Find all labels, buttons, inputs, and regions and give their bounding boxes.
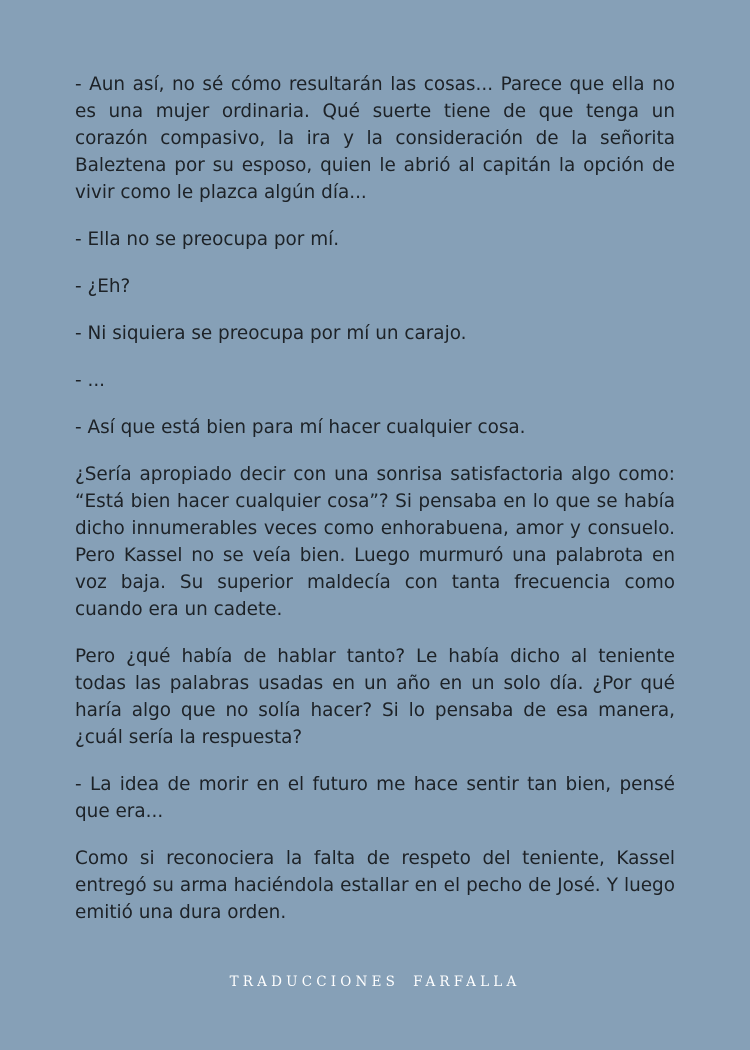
footer-word-2: FARFALLA [413, 974, 521, 990]
paragraph-5: - ... [75, 370, 106, 391]
paragraph-10: Como si reconociera la falta de respeto del teniente, Kassel entregó su arma haciéndola estallar en el pecho de José. Y luego emitió una dura orden. [75, 848, 675, 923]
paragraph-1: - Aun así, no sé cómo resultarán las cosas... Parece que ella no es una mujer ordinaria. Qué suerte tiene de que tenga un corazón compasivo, la ira y la consideración de la señorita Baleztena por su esposo, quien le abrió al capitán la opción de vivir como le plazca algún día... [75, 74, 675, 203]
paragraph-8: Pero ¿qué había de hablar tanto? Le había dicho al teniente todas las palabras usadas en un año en un solo día. ¿Por qué haría algo que no solía hacer? Si lo pensaba de esa manera, ¿cuál sería la respuesta? [75, 646, 675, 748]
paragraph-7: ¿Sería apropiado decir con una sonrisa satisfactoria algo como: “Está bien hacer cualquier cosa”? Si pensaba en lo que se había dicho innumerables veces como enhorabuena, amor y consuelo. Pero Kassel no se veía bien. Luego murmuró una palabrota en voz baja. Su superior maldecía con tanta frecuencia como cuando era un cadete. [75, 464, 675, 620]
paragraph-2: - Ella no se preocupa por mí. [75, 229, 340, 250]
paragraph-3: - ¿Eh? [75, 276, 131, 297]
footer-credit [0, 974, 750, 990]
paragraph-6: - Así que está bien para mí hacer cualquier cosa. [75, 417, 526, 438]
paragraph-9: - La idea de morir en el futuro me hace sentir tan bien, pensé que era... [75, 774, 675, 822]
paragraph-4: - Ni siquiera se preocupa por mí un carajo. [75, 323, 467, 344]
footer-word-1: TRADUCCIONES [229, 974, 400, 990]
body-text [75, 71, 675, 946]
